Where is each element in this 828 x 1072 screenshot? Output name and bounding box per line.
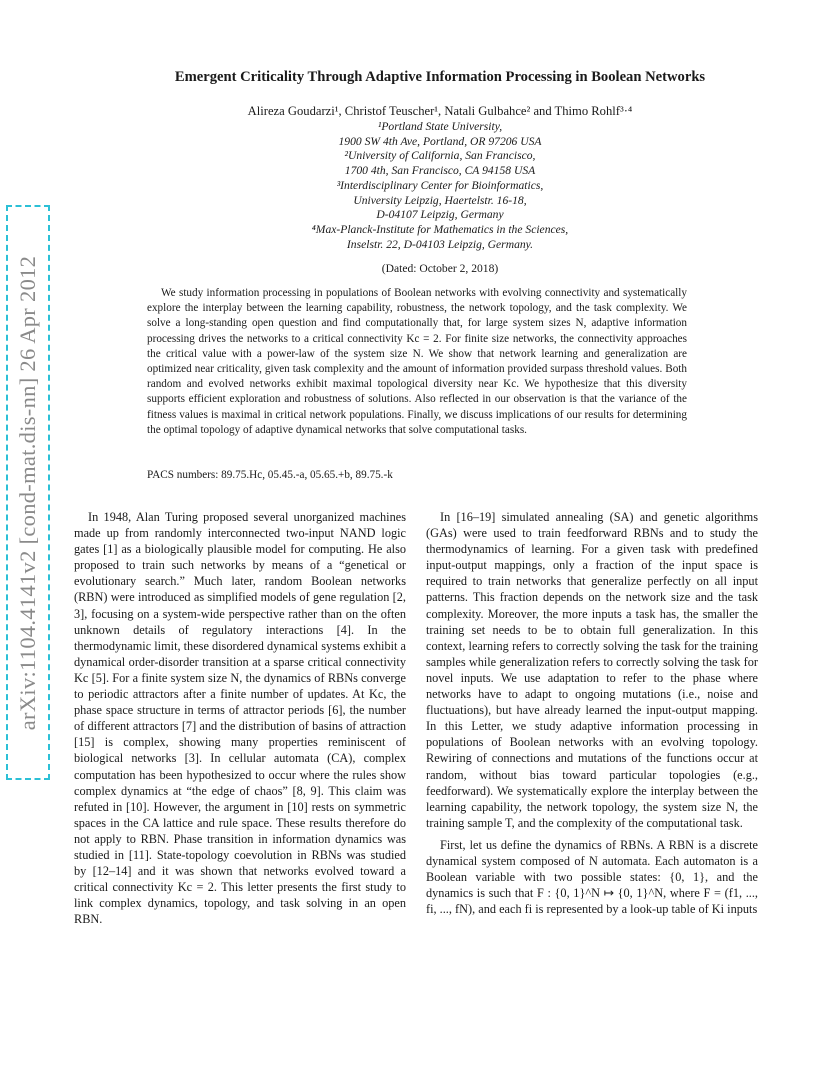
affiliation-line: Inselstr. 22, D-04103 Leipzig, Germany. <box>346 237 534 251</box>
body-paragraph: First, let us define the dynamics of RBNs. A RBN is a discrete dynamical system composed of N automata. Each automaton is a Boolean variable with two possible states: {0, 1}, and the dynamics is such that F : {0, 1}^N ↦ {0, 1}^N, where F = (f1, ..., fi, ..., fN), and each fi is represented by a look-up table of Ki inputs <box>426 837 758 917</box>
affiliation-line: ²University of California, San Francisco, <box>344 149 536 163</box>
affiliation-line: ¹Portland State University, <box>377 120 503 133</box>
abstract: We study information processing in populations of Boolean networks with evolving connectivity and systematically explore the interplay between the learning capability, robustness, the network topology, and the task complexity. We solve a long-standing open question and find computationally that, for large system sizes N, adaptive information processing drives the networks to a critical connectivity Kc = 2. For finite size networks, the connectivity approaches the critical value with a power-law of the system size N. We show that network learning and generalization are optimized near criticality, given task complexity and the amount of information provided surpass threshold values. Both random and evolved networks exhibit maximal topological diversity near Kc. We hypothesize that this diversity supports efficient exploration and robustness of solutions. Also reflected in our observation is that the variance of the fitness values is maximal in critical network populations. Finally, we discuss implications of our results for determining the optimal topology of adaptive dynamical networks that solve computational tasks. <box>147 287 687 436</box>
date-line: (Dated: October 2, 2018) <box>381 262 499 275</box>
body-column-right <box>426 509 758 917</box>
affiliations <box>60 120 820 252</box>
author-list: Alireza Goudarzi¹, Christof Teuscher¹, Natali Gulbahce² and Thimo Rohlf³·⁴ <box>247 104 633 118</box>
body-paragraph: In 1948, Alan Turing proposed several unorganized machines made up from randomly interconnected two-input NAND logic gates [1] as a biologically plausible model for computing. He also proposed to train such networks by means of a “genetical or evolutionary search.” Much later, random Boolean networks (RBN) were introduced as simplified models of gene regulation [2, 3], focusing on a system-wide perspective rather than on the often unknown details of regulatory interactions [4]. In the thermodynamic limit, these disordered dynamical systems exhibit a dynamical order-disorder transition at a sparse critical connectivity Kc [5]. For a finite system size N, the dynamics of RBNs converge to periodic attractors after a finite number of updates. At Kc, the phase space structure in terms of attractor periods [6], the number of different attractors [7] and the distribution of basins of attraction [15] is complex, showing many properties reminiscent of biological networks [3]. In cellular automata (CA), complex computation has been hypothesized to occur where the rules show complex dynamics at “the edge of chaos” [8, 9]. This claim was refuted in [10]. However, the argument in [10] rests on symmetric spaces in the CA lattice and rule space. These results therefore do not apply to RBN. Phase transition in information dynamics was studied in [11]. State-topology coevolution in RBNs was studied by [12–14] and it was shown that networks evolved toward a critical connectivity Kc = 2. This letter presents the first study to link complex dynamics, topology, and task solving in an open RBN. <box>74 510 406 927</box>
affiliation-line: 1900 SW 4th Ave, Portland, OR 97206 USA <box>338 134 542 148</box>
body-paragraph: In [16–19] simulated annealing (SA) and genetic algorithms (GAs) were used to train feedforward RBNs and to study the thermodynamics of learning. For a given task with predefined input-output mappings, only a fraction of the input space is required to train networks that generalize perfectly on all input patterns. This fraction depends on the network size and the task complexity. Moreover, the more inputs a task has, the smaller the training set needs to be to obtain full generalization. In this context, learning refers to correctly solving the task for the training samples while generalization refers to correctly solving the task for novel inputs. We use adaptation to refer to the phase where networks have to adapt to ongoing mutations (i.e., noise and fluctuations), but have already learned the input-output mapping. In this Letter, we study adaptive information processing in populations of Boolean networks with an evolving topology. Rewiring of connections and mutations of the functions occur at random, without bias toward particular topologies (e.g., feedforward). We systematically explore the interplay between the learning capability, the network topology, the system size N, the training sample T, and the complexity of the computational task. <box>426 510 758 830</box>
body-column-left <box>74 509 406 927</box>
arxiv-sidebar-stamp <box>6 205 50 780</box>
pacs-numbers: PACS numbers: 89.75.Hc, 05.45.-a, 05.65.+b, 89.75.-k <box>147 469 393 481</box>
affiliation-line: D-04107 Leipzig, Germany <box>376 208 504 222</box>
affiliation-line: ³Interdisciplinary Center for Bioinformatics, <box>336 178 544 192</box>
arxiv-identifier: arXiv:1104.4141v2 [cond-mat.dis-nn] 26 Apr 2012 <box>15 255 40 730</box>
affiliation-line: 1700 4th, San Francisco, CA 94158 USA <box>344 164 536 178</box>
affiliation-line: ⁴Max-Planck-Institute for Mathematics in the Sciences, <box>311 222 569 236</box>
affiliation-line: University Leipzig, Haertelstr. 16-18, <box>353 193 527 207</box>
paper-title: Emergent Criticality Through Adaptive Information Processing in Boolean Networks <box>174 69 706 85</box>
